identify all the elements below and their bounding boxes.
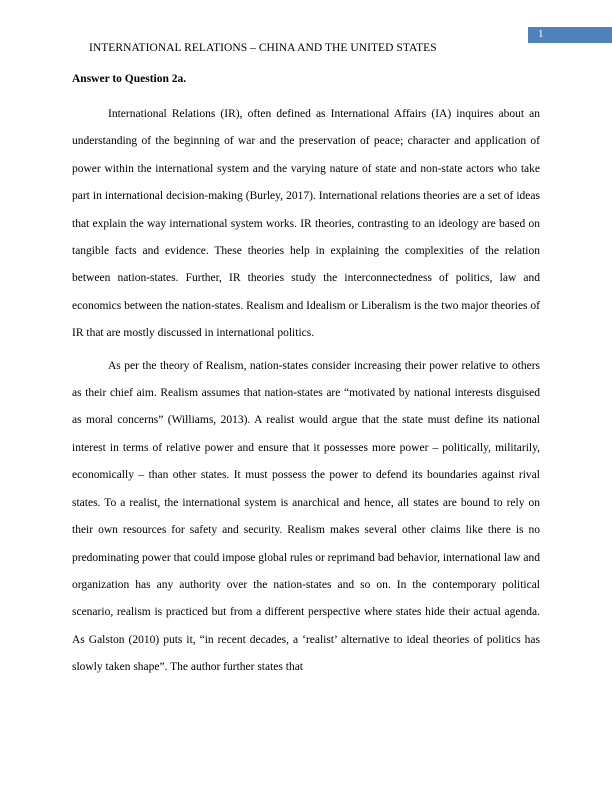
page-number: 1 (538, 28, 544, 40)
running-head: INTERNATIONAL RELATIONS – CHINA AND THE UNITED STATES (89, 42, 437, 54)
paragraph: International Relations (IR), often defined as International Affairs (IA) inquires about an understanding of the beginning of war and the preservation of peace; character and application of power within the international system and the varying nature of state and non-state actors who take part in international decision-making (Burley, 2017). International relations theories are a set of ideas that explain the way international system works. IR theories, contrasting to an ideology are based on tangible facts and evidence. These theories help in explaining the complexities of the relation between nation-states. Further, IR theories study the interconnectedness of politics, law and economics between the nation-states. Realism and Idealism or Liberalism is the two major theories of IR that are mostly discussed in international politics. (72, 108, 540, 340)
paragraph: As per the theory of Realism, nation-states consider increasing their power relative to others as their chief aim. Realism assumes that nation-states are “motivated by national interests disguised as moral concerns” (Williams, 2013). A realist would argue that the state must define its national interest in terms of relative power and ensure that it possesses more power – politically, militarily, economically – than other states. It must possess the power to defend its boundaries against rival states. To a realist, the international system is anarchical and hence, all states are bound to rely on their own resources for safety and security. Realism makes several other claims like there is no predominating power that could impose global rules or reprimand bad behavior, international law and organization has any authority over the nation-states and so on. In the contemporary political scenario, realism is practiced but from a different perspective where states hide their actual agenda. As Galston (2010) puts it, “in recent decades, a ‘realist’ alternative to ideal theories of politics has slowly taken shape”. The author further states that (72, 359, 540, 674)
body-text (72, 101, 540, 687)
page-number-badge (528, 27, 612, 43)
section-heading: Answer to Question 2a. (72, 73, 187, 85)
